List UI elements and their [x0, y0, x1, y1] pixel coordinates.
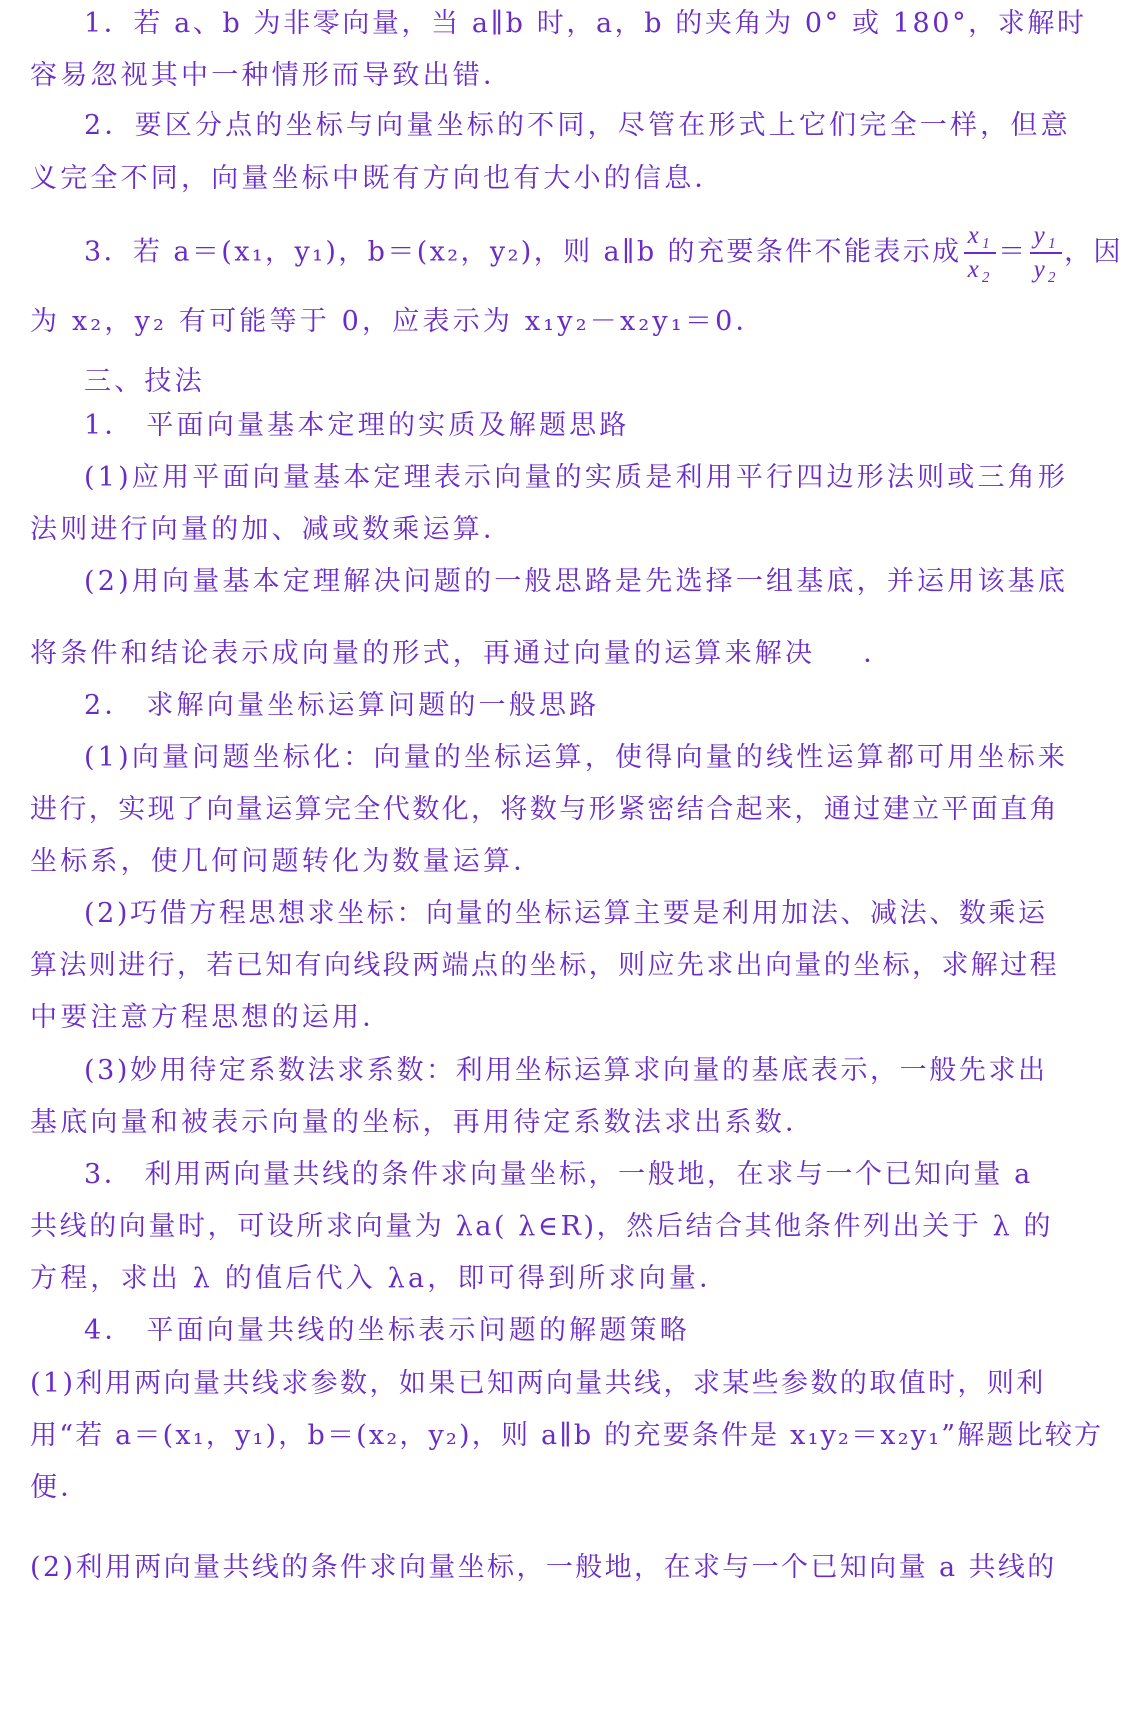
- para-line-21: 基底向量和被表示向量的坐标，再用待定系数法求出系数．: [30, 1107, 816, 1138]
- para-line-19: 中要注意方程思想的运用．: [30, 1002, 393, 1033]
- para-line-14: (1)向量问题坐标化：向量的坐标运算，使得向量的线性运算都可用坐标来: [84, 742, 1069, 773]
- para-line-5: [84, 222, 1123, 284]
- fraction-y-numerator: y₁: [1030, 222, 1063, 254]
- para-line-2: 容易忽视其中一种情形而导致出错．: [30, 60, 514, 91]
- para-line-1: 1．若 a、b 为非零向量，当 a∥b 时，a，b 的夹角为 0° 或 180°，求解时: [84, 8, 1087, 39]
- para-line-29: (2)利用两向量共线的条件求向量坐标，一般地，在求与一个已知向量 a 共线的: [30, 1552, 1057, 1583]
- para-line-6: 为 x₂，y₂ 有可能等于 0，应表示为 x₁y₂－x₂y₁＝0．: [30, 306, 766, 337]
- para-line-27: 用“若 a＝(x₁，y₁)，b＝(x₂，y₂)，则 a∥b 的充要条件是 x₁y₂＝x₂y₁”解题比较方: [30, 1420, 1104, 1451]
- para-line-17: (2)巧借方程思想求坐标：向量的坐标运算主要是利用加法、减法、数乘运: [84, 898, 1048, 929]
- subheading-2: 2． 求解向量坐标运算问题的一般思路: [84, 690, 600, 721]
- para-line-23: 共线的向量时，可设所求向量为 λa( λ∈R)，然后结合其他条件列出关于 λ 的: [30, 1211, 1054, 1242]
- para-line-4: 义完全不同，向量坐标中既有方向也有大小的信息．: [30, 163, 725, 194]
- para-line-11: (2)用向量基本定理解决问题的一般思路是先选择一组基底，并运用该基底: [84, 566, 1069, 597]
- para-line-12-period: ．: [863, 638, 894, 669]
- fraction-x-numerator: x₁: [964, 222, 997, 254]
- para-line-15: 进行，实现了向量运算完全代数化，将数与形紧密结合起来，通过建立平面直角: [30, 794, 1059, 825]
- section-heading-techniques: 三、技法: [84, 366, 205, 397]
- para-line-3: 2．要区分点的坐标与向量坐标的不同，尽管在形式上它们完全一样，但意: [84, 110, 1071, 141]
- para-line-12: [30, 634, 893, 674]
- para-line-28: 便．: [30, 1472, 91, 1503]
- para-line-20: (3)妙用待定系数法求系数：利用坐标运算求向量的基底表示，一般先求出: [84, 1055, 1048, 1086]
- para-line-5-text: 3．若 a＝(x₁，y₁)，b＝(x₂，y₂)，则 a∥b 的充要条件不能表示成: [84, 236, 962, 268]
- subheading-1: 1． 平面向量基本定理的实质及解题思路: [84, 410, 630, 441]
- para-line-16: 坐标系，使几何问题转化为数量运算．: [30, 846, 544, 877]
- subheading-4: 4． 平面向量共线的坐标表示问题的解题策略: [84, 1315, 690, 1346]
- equals-sign: ＝: [998, 236, 1028, 268]
- fraction-y: [1030, 222, 1063, 284]
- fraction-x: [964, 222, 997, 284]
- para-line-22: 3． 利用两向量共线的条件求向量坐标，一般地，在求与一个已知向量 a: [84, 1159, 1033, 1190]
- fraction-y-denominator: y₂: [1033, 256, 1059, 283]
- para-line-12-text: 将条件和结论表示成向量的形式，再通过向量的运算来解决: [30, 638, 816, 669]
- para-line-24: 方程，求出 λ 的值后代入 λa，即可得到所求向量．: [30, 1263, 730, 1294]
- fraction-x-denominator: x₂: [967, 256, 993, 283]
- para-line-9: (1)应用平面向量基本定理表示向量的实质是利用平行四边形法则或三角形: [84, 462, 1069, 493]
- para-line-18: 算法则进行，若已知有向线段两端点的坐标，则应先求出向量的坐标，求解过程: [30, 950, 1059, 981]
- para-line-10: 法则进行向量的加、减或数乘运算．: [30, 514, 514, 545]
- para-line-5-tail: ，因: [1064, 236, 1123, 268]
- para-line-26: (1)利用两向量共线求参数，如果已知两向量共线，求某些参数的取值时，则利: [30, 1368, 1046, 1399]
